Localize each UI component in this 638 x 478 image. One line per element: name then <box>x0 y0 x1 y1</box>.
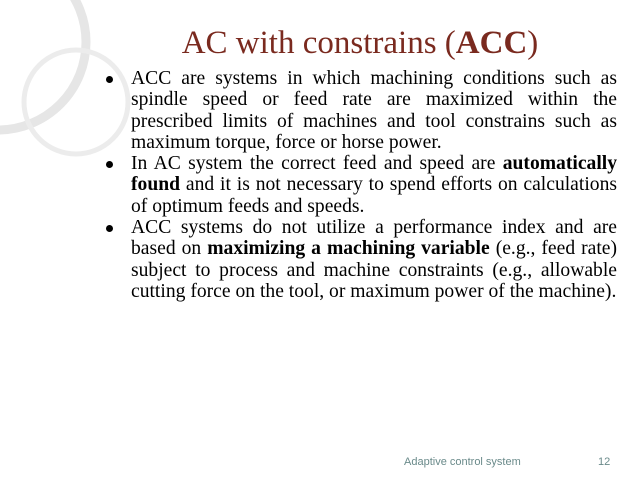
bullet-text: and it is not necessary to spend efforts on calculations of optimum feeds and speeds. <box>131 174 617 217</box>
bullet-list <box>104 68 617 302</box>
footer-label: Adaptive control system <box>404 456 521 468</box>
bullet-item <box>104 68 617 153</box>
bullet-emphasis: automatically found <box>131 153 617 196</box>
title-acronym: ACC <box>455 25 528 61</box>
bullet-text: ACC systems do not utilize a performance index and are based on <box>131 217 617 260</box>
bullet-text: In AC system the correct feed and speed are <box>131 153 503 175</box>
title-suffix: ) <box>527 25 539 61</box>
title-prefix: AC with constrains ( <box>181 25 456 61</box>
bullet-item <box>104 153 617 217</box>
bullet-item <box>104 217 617 302</box>
page-number: 12 <box>598 456 611 468</box>
bullet-text: ACC are systems in which machining conditions such as spindle speed or feed rate are maximized within the prescribed limits of machines and tool constrains such as maximum torque, force or horse power. <box>131 68 617 153</box>
bullet-emphasis: maximizing a machining variable <box>207 238 490 260</box>
bullet-text: (e.g., feed rate) subject to process and machine constraints (e.g., allowable cutting force on the tool, or maximum power of the machine). <box>131 238 617 302</box>
slide-title <box>120 23 600 63</box>
bullet-dot-icon <box>106 76 113 83</box>
bullet-dot-icon <box>106 225 113 232</box>
bullet-dot-icon <box>106 161 113 168</box>
